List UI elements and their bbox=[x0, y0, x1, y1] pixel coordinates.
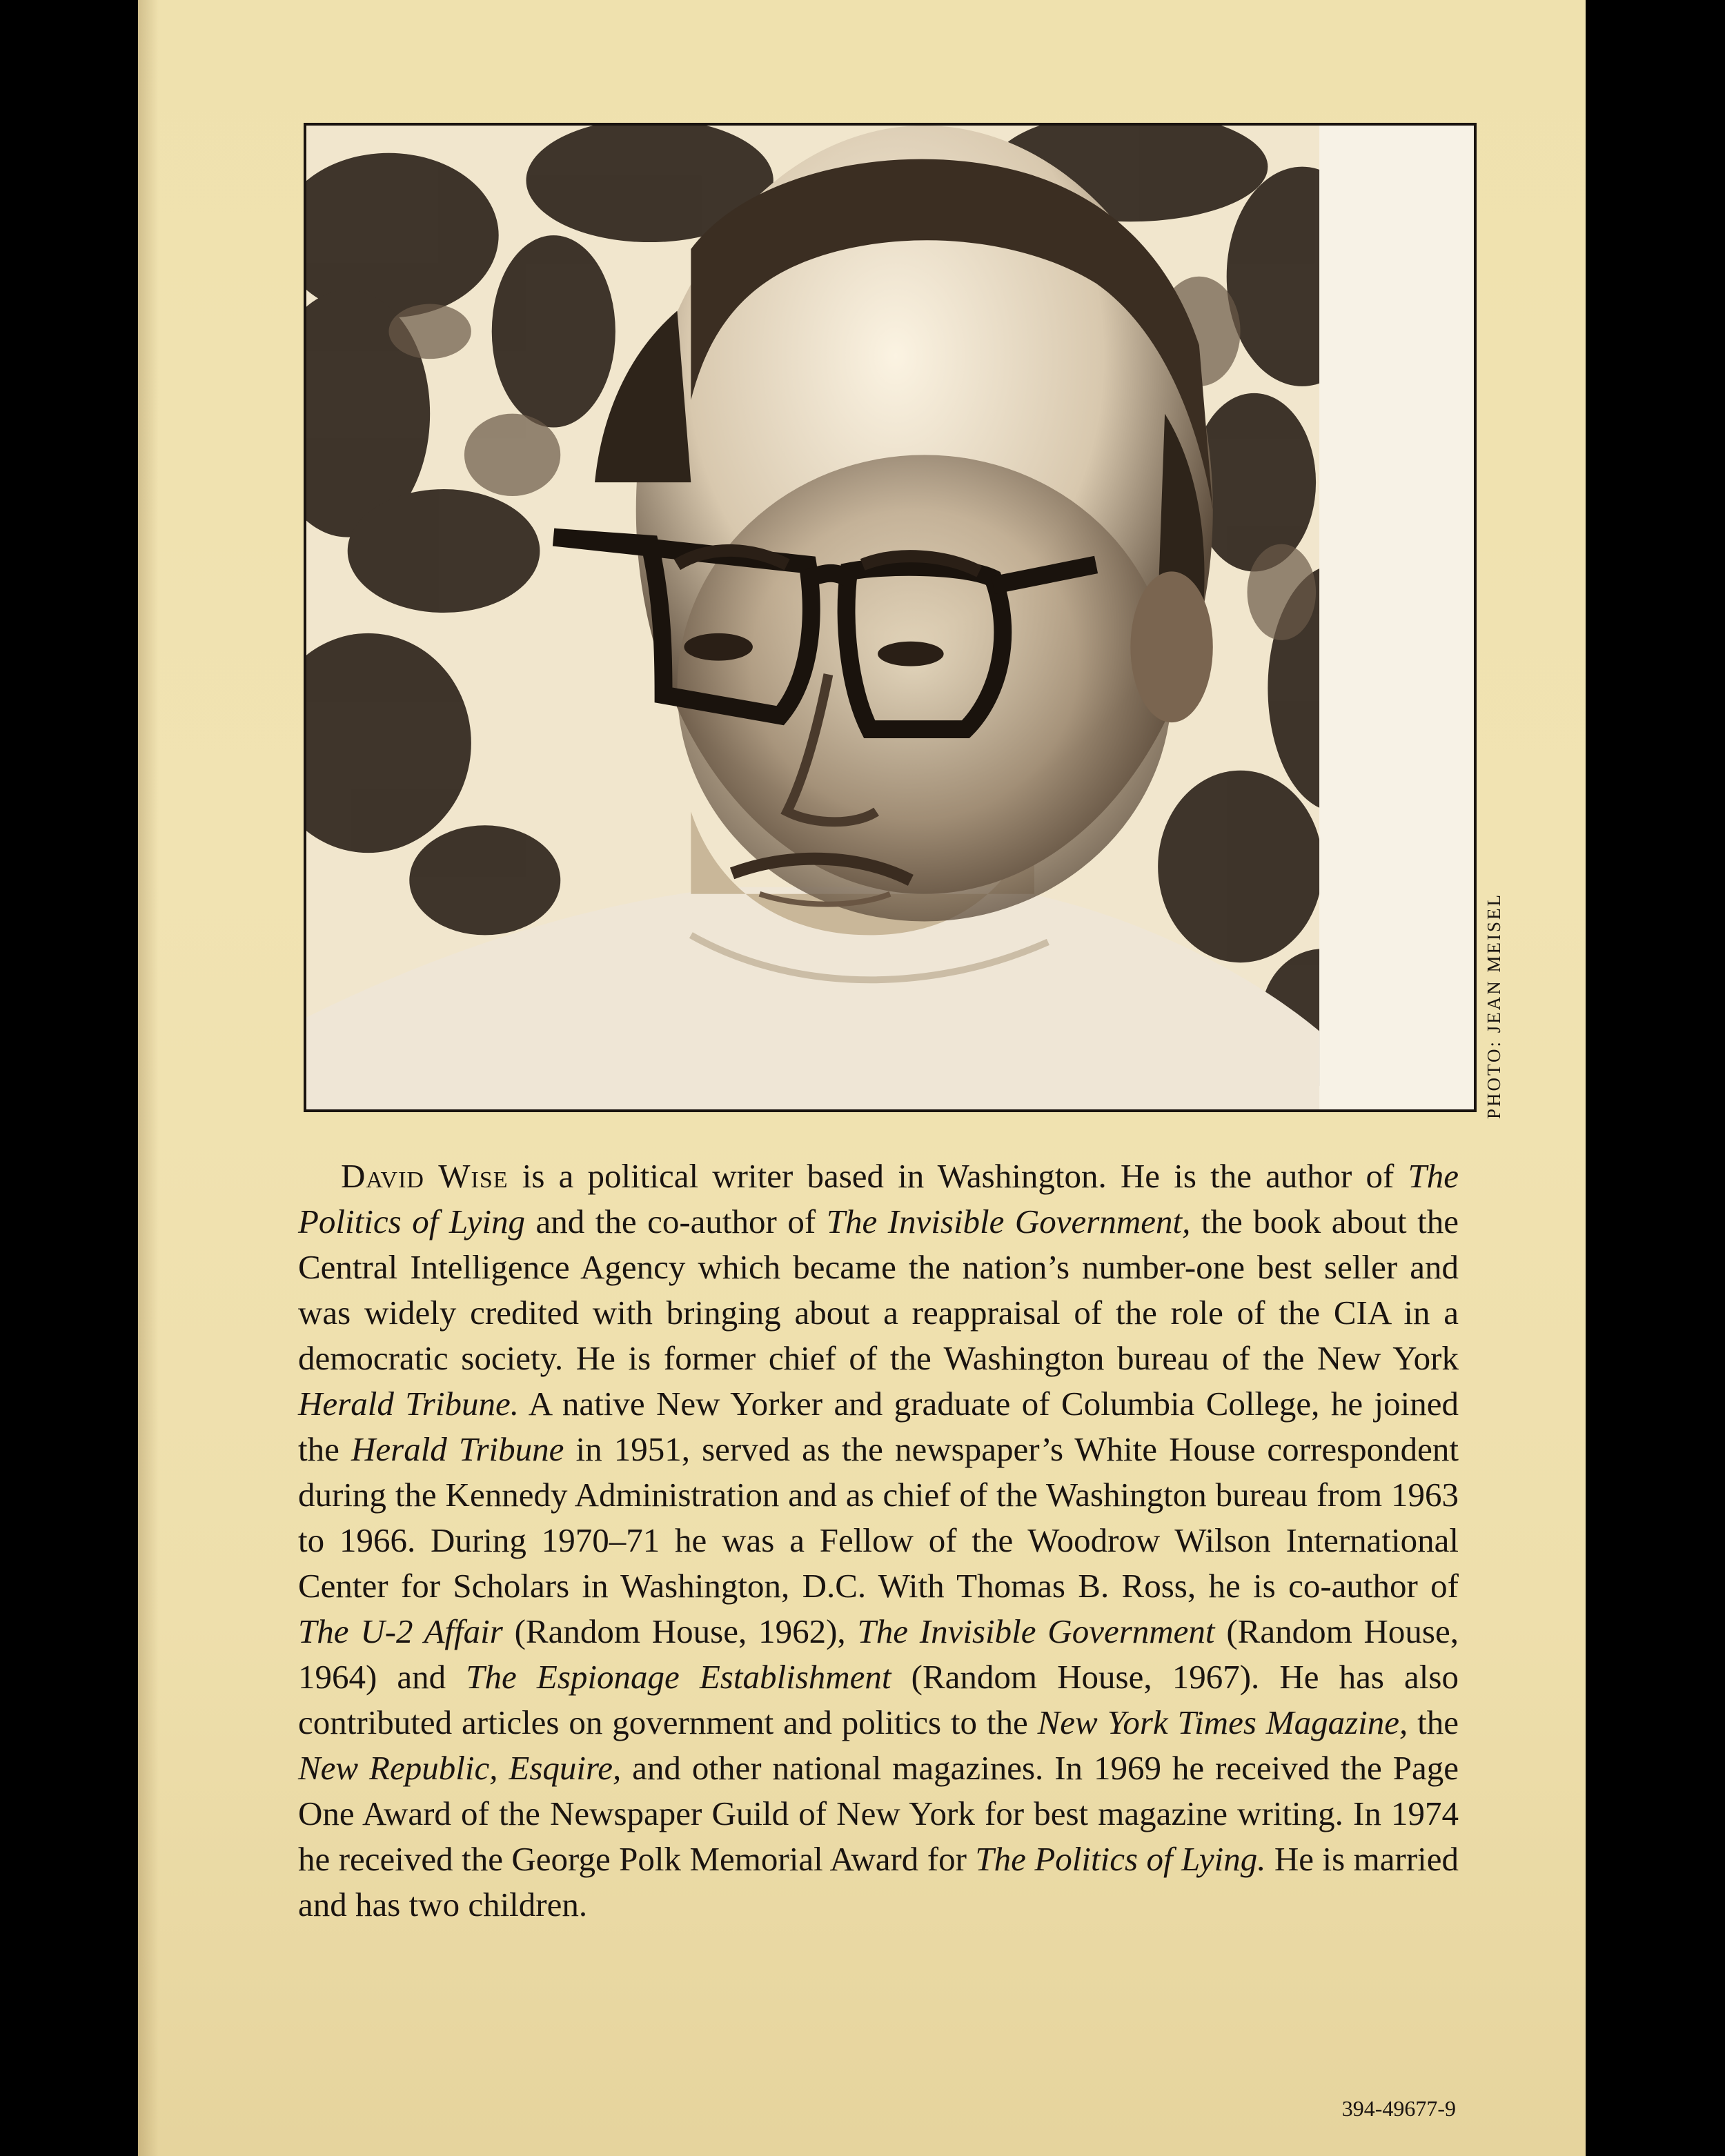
bio-text: (Random House, 1967). He has also contributed articles on government and politics to the bbox=[298, 1658, 1459, 1741]
book-title: The U-2 Affair bbox=[298, 1612, 503, 1650]
isbn-number: 394-49677-9 bbox=[1341, 2096, 1456, 2121]
bio-text: (Random House, 1962), bbox=[502, 1612, 858, 1650]
book-title: The Politics of Lying. bbox=[975, 1840, 1266, 1878]
book-title: The Politics of Lying bbox=[298, 1157, 1459, 1240]
bio-text: He is married and has two children. bbox=[298, 1840, 1459, 1923]
book-title: The Espionage Establishment bbox=[466, 1658, 891, 1696]
photo-credit: PHOTO: JEAN MEISEL bbox=[1483, 892, 1504, 1119]
bio-text: the book about the Central Intelligence Agency which became the nation’s number-one best seller and was widely credited with bringing about a reappraisal of the role of the CIA in a democratic society. He is former chief of the Washington bureau of the New York bbox=[298, 1203, 1459, 1377]
bio-text: the bbox=[1408, 1703, 1459, 1741]
bio-text: A native New Yorker and graduate of Columbia College, he joined the bbox=[298, 1385, 1459, 1468]
bio-text: in 1951, served as the newspaper’s White House correspondent during the Kennedy Administration and as chief of the Washington bureau from 1963 to 1966. During 1970–71 he was a Fellow of the Woodrow Wilson International Center for Scholars in Washington, D.C. With Thomas B. Ross, he is co-author of bbox=[298, 1430, 1459, 1605]
bio-text: and the co-author of bbox=[524, 1203, 827, 1240]
publication-title: New Republic, Esquire, bbox=[298, 1749, 622, 1787]
page-edge-shadow bbox=[138, 0, 159, 2156]
author-biography bbox=[298, 1154, 1459, 1928]
bio-text: (Random House, 1964) and bbox=[298, 1612, 1459, 1696]
author-portrait-image bbox=[306, 126, 1474, 1109]
bio-text: is a political writer based in Washington. He is the author of bbox=[508, 1157, 1408, 1195]
publication-title: Herald Tribune bbox=[351, 1430, 564, 1468]
author-photo bbox=[304, 123, 1477, 1112]
author-name: David Wise bbox=[341, 1157, 509, 1195]
publication-title: Herald Tribune. bbox=[298, 1385, 519, 1423]
bio-text: and other national magazines. In 1969 he received the Page One Award of the Newspaper Guild of New York for best magazine writing. In 1974 he received the George Polk Memorial Award for bbox=[298, 1749, 1459, 1878]
publication-title: New York Times Magazine, bbox=[1037, 1703, 1408, 1741]
book-title: The Invisible Government, bbox=[826, 1203, 1191, 1240]
book-title: The Invisible Government bbox=[857, 1612, 1215, 1650]
